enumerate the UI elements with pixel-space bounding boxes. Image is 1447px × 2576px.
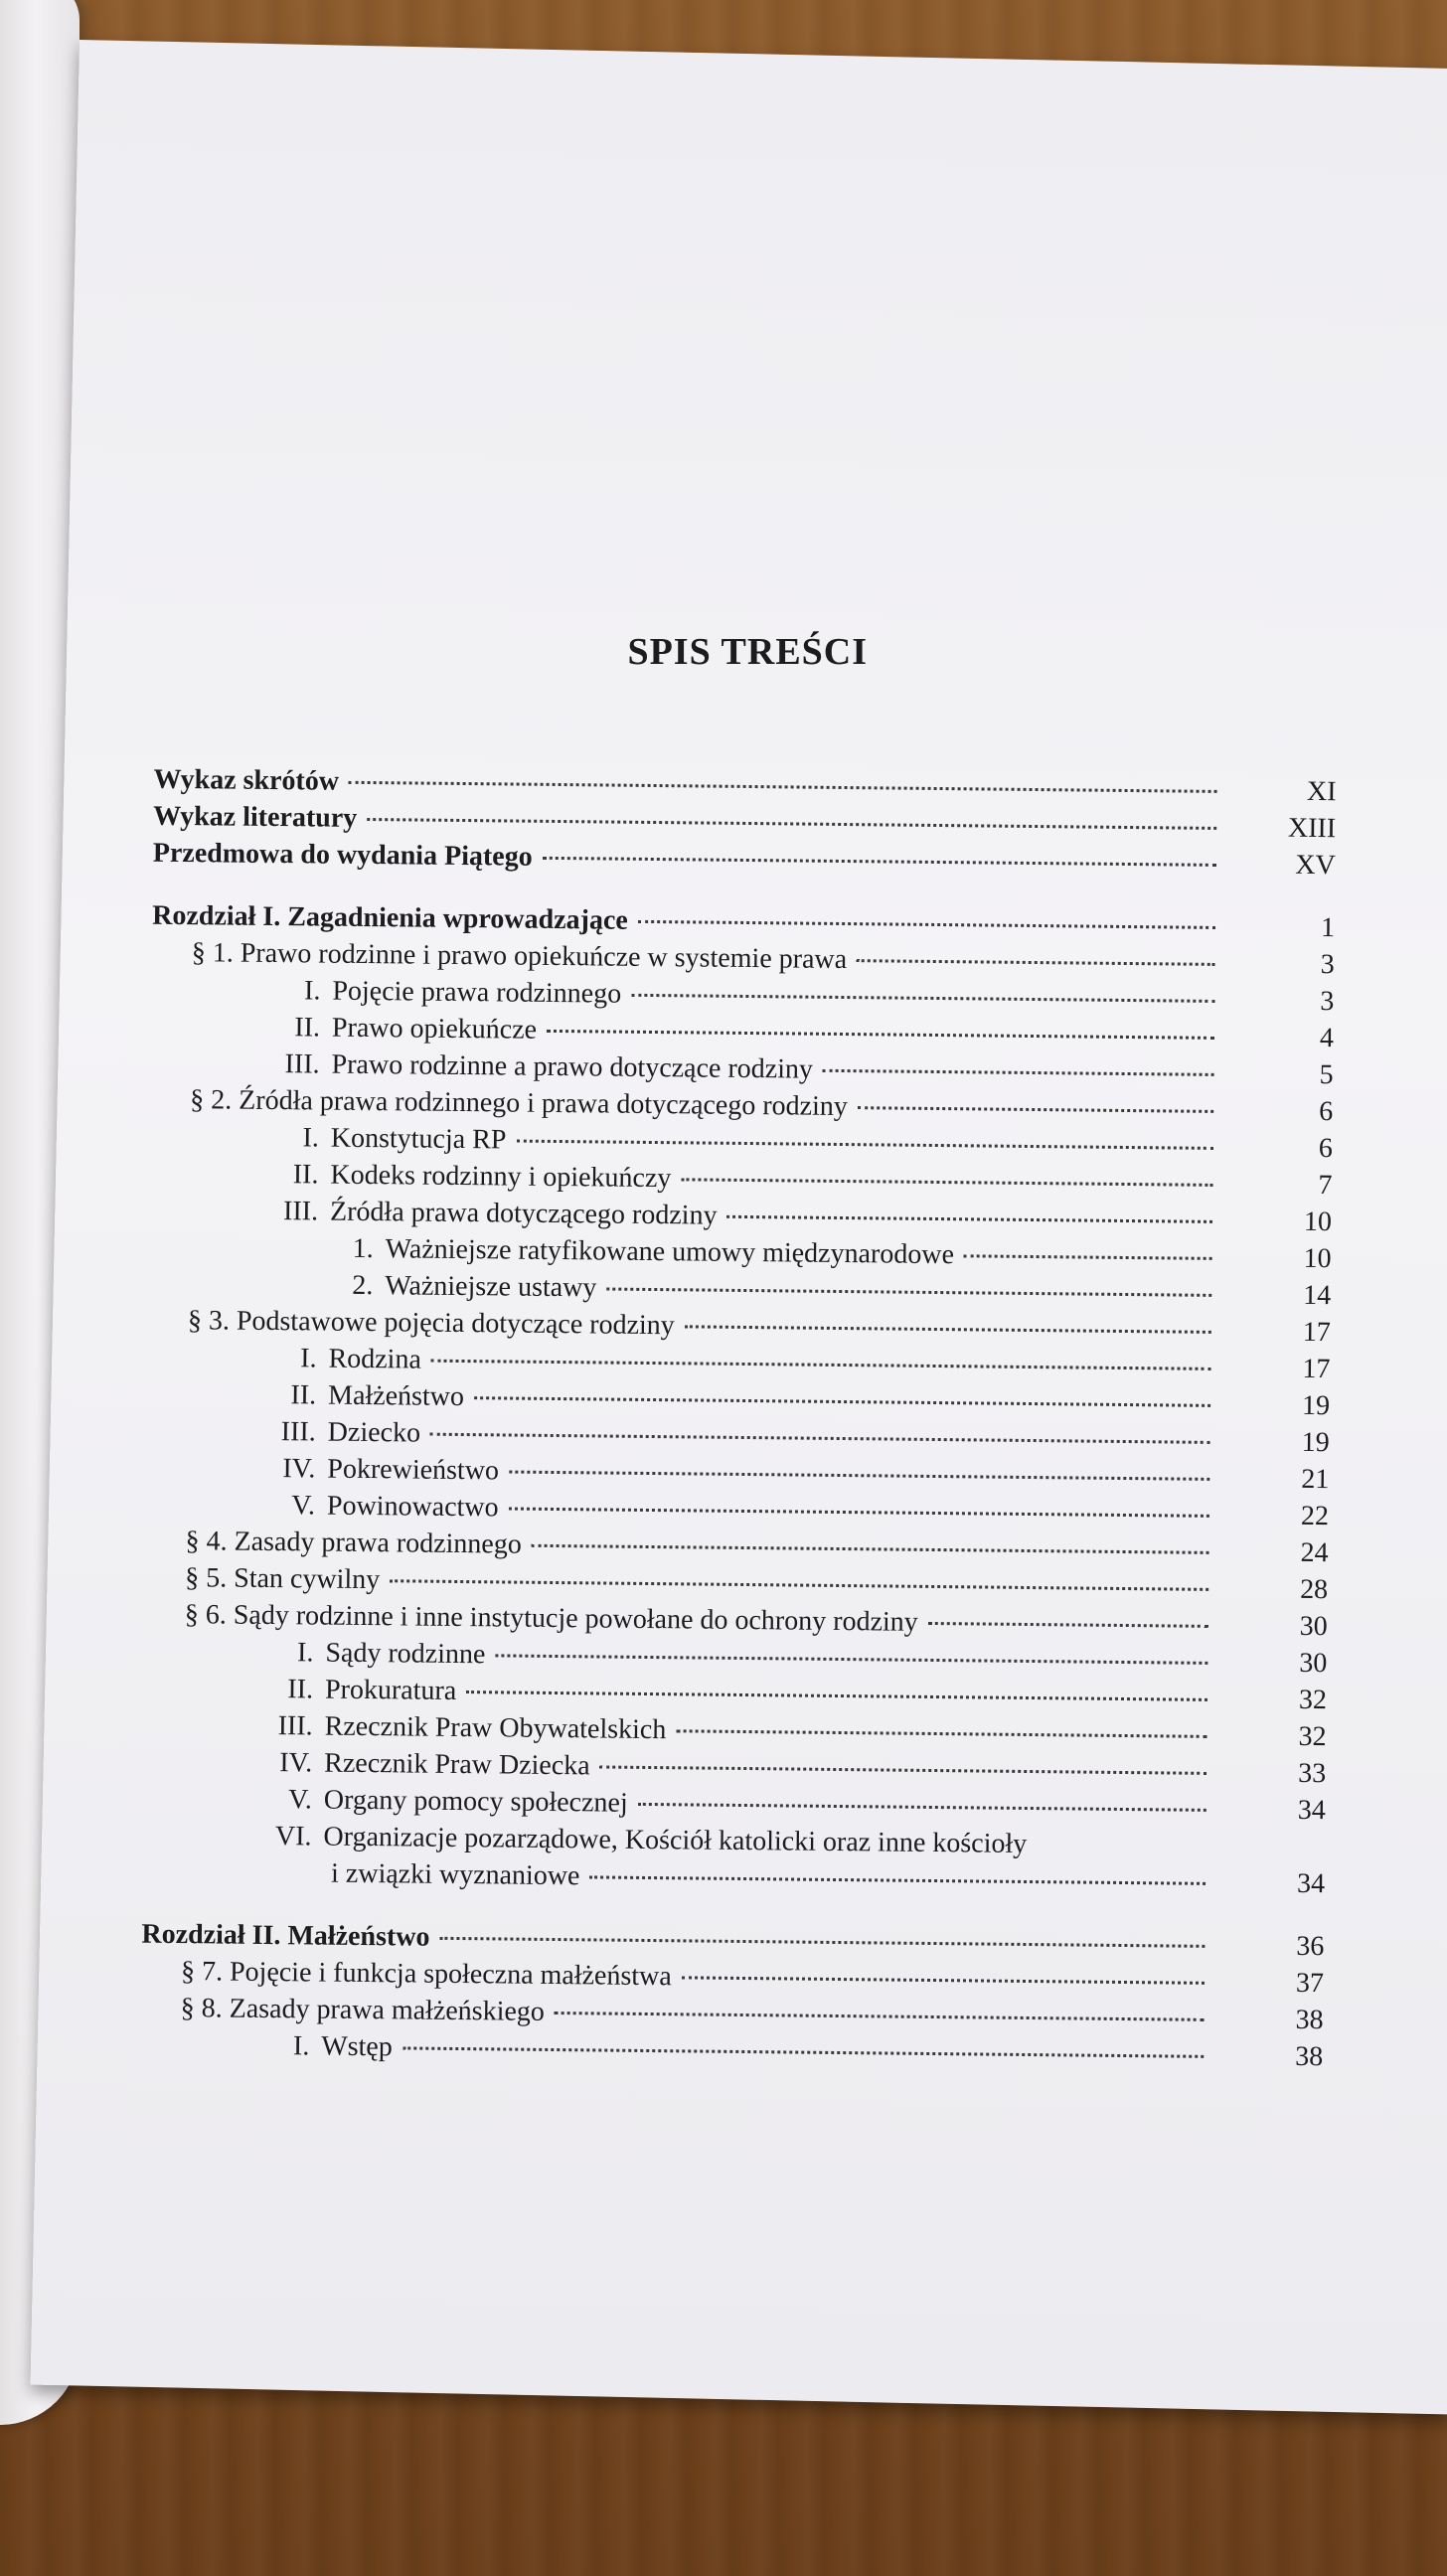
item-number: III. — [284, 1048, 320, 1080]
page-number: 32 — [1298, 1684, 1328, 1716]
item-label: Rzecznik Praw Dziecka — [324, 1747, 590, 1782]
item-label: Prawo rodzinne a prawo dotyczące rodziny — [331, 1048, 814, 1085]
subitem-number: 1. — [352, 1232, 374, 1265]
leader-dots — [439, 1937, 1205, 1948]
item-number: II. — [294, 1012, 321, 1044]
item-number: V. — [288, 1784, 313, 1816]
page-number: 17 — [1302, 1353, 1331, 1385]
section-label: Stan cywilny — [234, 1562, 381, 1596]
leader-dots — [430, 1433, 1210, 1444]
page-number: 3 — [1320, 949, 1335, 981]
item-label: Sądy rodzinne — [325, 1637, 486, 1671]
item-number: VI. — [274, 1821, 312, 1852]
leader-dots — [681, 1178, 1212, 1187]
item-number: I. — [302, 1122, 320, 1154]
leader-dots — [727, 1215, 1213, 1223]
section-label: Zasady prawa małżeńskiego — [229, 1993, 546, 2027]
page-number: 36 — [1296, 1930, 1325, 1963]
section-label: Pojęcie i funkcja społeczna małżeństwa — [229, 1956, 672, 1993]
leader-dots — [495, 1654, 1207, 1665]
item-number: I. — [296, 1637, 314, 1669]
item-label: Małżeństwo — [327, 1379, 465, 1413]
item-number: IV. — [282, 1453, 316, 1485]
item-number: I. — [292, 2030, 310, 2062]
leader-dots — [349, 781, 1217, 793]
page-number: 6 — [1318, 1133, 1333, 1165]
leader-dots — [600, 1765, 1207, 1774]
item-label: Wstęp — [321, 2030, 393, 2063]
leader-dots — [509, 1471, 1209, 1481]
page-number: 34 — [1296, 1867, 1326, 1900]
section-label: Sądy rodzinne i inne instytucje powołane do ochrony rodziny — [233, 1599, 918, 1638]
item-number: I. — [300, 1343, 317, 1374]
section-label: Podstawowe pojęcia dotyczące rodziny — [236, 1305, 675, 1342]
page-number: 1 — [1320, 912, 1336, 944]
section-label: Źródła prawa rodzinnego i prawa dotyczącego rodziny — [239, 1084, 849, 1123]
page-number: 21 — [1301, 1463, 1330, 1496]
page-number: 19 — [1301, 1426, 1330, 1459]
page-number: 10 — [1303, 1242, 1332, 1275]
leader-dots — [631, 994, 1214, 1003]
page-number: 5 — [1319, 1059, 1334, 1091]
toc-rows — [140, 761, 1337, 2075]
section-label: Zasady prawa rodzinnego — [234, 1526, 522, 1560]
item-label: Powinowactwo — [326, 1490, 499, 1524]
page-number: XIII — [1287, 812, 1337, 845]
section-number: § 5. — [185, 1562, 228, 1594]
item-number: I. — [303, 975, 321, 1007]
item-label: Pojęcie prawa rodzinnego — [332, 975, 622, 1010]
leader-dots — [606, 1288, 1211, 1297]
item-number: III. — [280, 1416, 316, 1448]
page-number: 30 — [1299, 1610, 1328, 1643]
leader-dots — [682, 1976, 1205, 1985]
section-number: § 2. — [190, 1084, 233, 1116]
page-number: 34 — [1297, 1794, 1326, 1827]
section-number: § 1. — [191, 937, 234, 969]
page-number: 38 — [1295, 2004, 1324, 2036]
section-number: § 3. — [187, 1305, 231, 1337]
item-label-continuation: i związki wyznaniowe — [330, 1857, 580, 1892]
page-number: 32 — [1298, 1720, 1327, 1753]
leader-dots — [685, 1325, 1211, 1334]
subitem-label: Ważniejsze ratyfikowane umowy międzynarodowe — [385, 1233, 955, 1271]
item-label: Pokrewieństwo — [327, 1453, 500, 1487]
item-label: Organizacje pozarządowe, Kościół katolicki oraz inne kościoły — [323, 1821, 1028, 1859]
subitem-label: Ważniejsze ustawy — [385, 1270, 597, 1304]
toc-label: Przedmowa do wydania Piątego — [152, 837, 533, 873]
item-label: Konstytucja RP — [330, 1122, 507, 1156]
leader-dots — [431, 1360, 1211, 1370]
leader-dots — [555, 2012, 1205, 2021]
page-number: 3 — [1320, 986, 1335, 1018]
subitem-number: 2. — [352, 1269, 374, 1302]
leader-dots — [857, 959, 1215, 966]
toc-label: Wykaz skrótów — [153, 763, 340, 797]
leader-dots — [547, 1030, 1214, 1040]
section-label: Prawo rodzinne i prawo opiekuńcze w systemie prawa — [240, 937, 848, 976]
section-number: § 6. — [184, 1599, 227, 1631]
page-number: 30 — [1299, 1647, 1328, 1680]
item-number: II. — [287, 1674, 314, 1705]
item-label: Organy pomocy społecznej — [323, 1784, 628, 1819]
page-number: 24 — [1300, 1536, 1329, 1569]
leader-dots — [823, 1069, 1214, 1076]
section-number: § 7. — [180, 1956, 224, 1988]
item-label: Prokuratura — [324, 1674, 457, 1706]
leader-dots — [589, 1875, 1206, 1884]
page-number: 10 — [1303, 1206, 1333, 1238]
section-number: § 8. — [180, 1993, 223, 2024]
chapter-label: Rozdział I. Zagadnienia wprowadzające — [152, 899, 628, 936]
page-number: 7 — [1318, 1170, 1333, 1202]
leader-dots — [516, 1140, 1212, 1150]
page-number: 14 — [1303, 1279, 1332, 1312]
book-page — [31, 40, 1447, 2414]
leader-dots — [638, 920, 1215, 929]
page-number: 19 — [1301, 1389, 1331, 1422]
toc-label: Wykaz literatury — [153, 800, 358, 834]
item-label: Rodzina — [328, 1343, 421, 1375]
leader-dots — [964, 1254, 1212, 1260]
leader-dots — [474, 1396, 1210, 1407]
page-number: 4 — [1319, 1023, 1335, 1054]
page-number: 6 — [1319, 1096, 1334, 1128]
section-number: § 4. — [185, 1526, 228, 1557]
item-number: IV. — [279, 1747, 313, 1779]
leader-dots — [543, 857, 1216, 867]
leader-dots — [402, 2046, 1204, 2057]
page-number: 22 — [1300, 1500, 1330, 1532]
item-number: II. — [290, 1379, 317, 1411]
leader-dots — [676, 1729, 1206, 1738]
item-label: Dziecko — [327, 1416, 421, 1449]
leader-dots — [390, 1579, 1208, 1591]
leader-dots — [509, 1508, 1209, 1518]
item-number: II. — [292, 1159, 319, 1191]
leader-dots — [858, 1106, 1213, 1113]
item-number: III. — [282, 1196, 319, 1227]
page-number: 38 — [1295, 2040, 1324, 2073]
leader-dots — [367, 818, 1216, 830]
leader-dots — [532, 1544, 1209, 1554]
chapter-label: Rozdział II. Małżeństwo — [141, 1918, 430, 1953]
item-number: V. — [291, 1490, 316, 1522]
table-of-contents — [126, 618, 1339, 2088]
item-label: Kodeks rodzinny i opiekuńczy — [330, 1159, 672, 1195]
leader-dots — [638, 1803, 1206, 1812]
page-number: XI — [1306, 775, 1337, 808]
page-number: 33 — [1298, 1757, 1327, 1790]
page-number: 37 — [1295, 1967, 1325, 2000]
page-number: 17 — [1302, 1316, 1332, 1349]
page-number: 28 — [1299, 1573, 1329, 1606]
item-number: III. — [277, 1710, 313, 1742]
item-label: Rzecznik Praw Obywatelskich — [324, 1710, 667, 1746]
item-label: Prawo opiekuńcze — [331, 1012, 538, 1046]
leader-dots — [928, 1622, 1208, 1628]
page-number: XV — [1295, 849, 1336, 882]
page-title: SPIS TREŚCI — [627, 631, 869, 674]
item-label: Źródła prawa dotyczącego rodziny — [329, 1196, 718, 1231]
leader-dots — [466, 1690, 1207, 1701]
